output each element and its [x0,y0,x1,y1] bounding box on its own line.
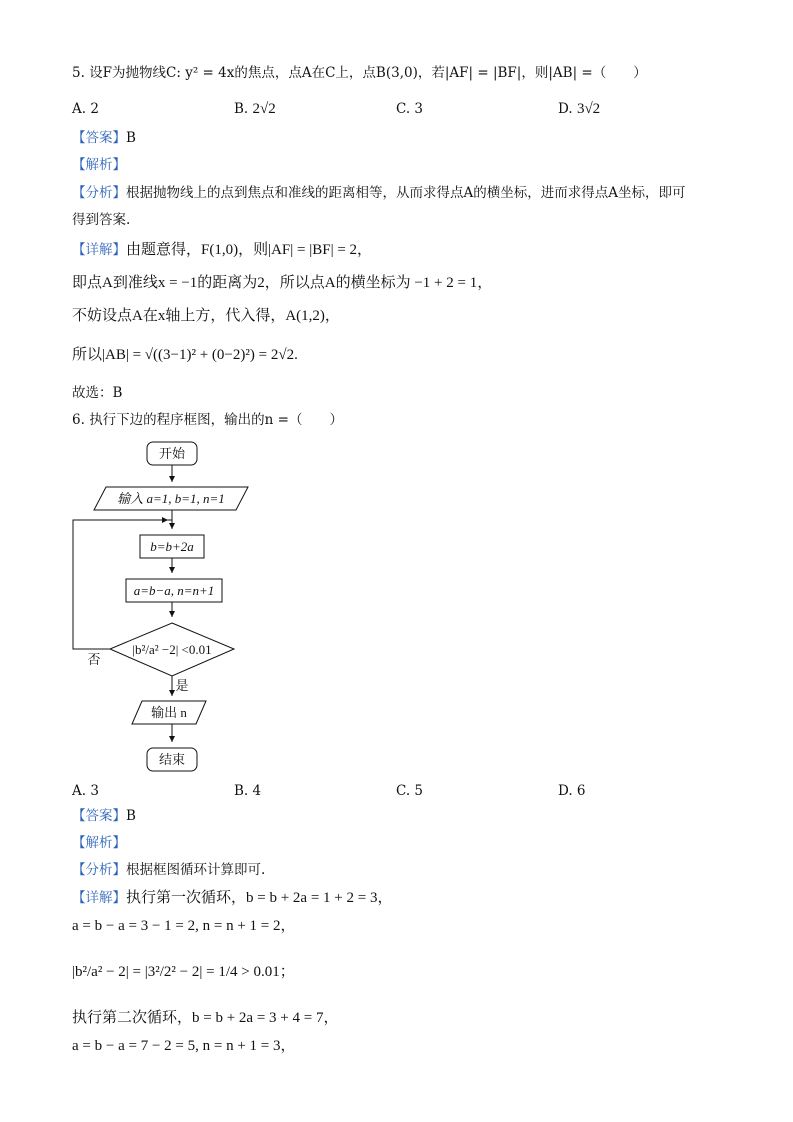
q5-detail-line3: 不妨设点A在x轴上方，代入得，A(1,2)， [72,308,340,324]
q5-option-c: C. 3 [396,101,424,117]
q5-fenxi-tag: 【分析】 [72,185,126,201]
q5-answer-tag: 【答案】 [72,130,126,146]
flowchart-start-label: 开始 [158,446,186,461]
q6-option-c: C. 5 [396,783,424,799]
q6-answer: B [126,808,136,824]
q6-flowchart [60,436,280,776]
q6-detail-line1 [72,888,392,908]
q5-detail-text1: 由题意得，F(1,0)，则|AF| = |BF| = 2， [126,242,373,258]
q6-option-a: A. 3 [72,783,99,799]
q5-option-b-label: B. [234,101,249,117]
q6-detail-line4: 执行第二次循环，b = b + 2a = 3 + 4 = 7， [72,1010,339,1026]
q5-option-b-value: 2√2 [252,101,276,117]
q5-option-a: A. 2 [72,101,99,117]
q6-fenxi-text1: 根据框图循环计算即可. [126,862,266,878]
q6-option-d: D. 6 [558,783,586,799]
flowchart-input-label: 输入 a=1, b=1, n=1 [117,491,225,506]
q5-option-b [234,99,276,119]
q6-fenxi-line1 [72,860,265,880]
q5-stem [72,63,647,83]
flowchart-end-label: 结束 [158,752,186,767]
q6-detail-line5: a = b − a = 7 − 2 = 5, n = n + 1 = 3， [72,1038,296,1054]
q6-detail-line2: a = b − a = 3 − 1 = 2, n = n + 1 = 2， [72,918,296,934]
q6-answer-tag: 【答案】 [72,808,126,824]
q5-conclusion: 故选：B [72,385,123,401]
q6-number: 6. [72,412,85,428]
flowchart-step1-label: b=b+2a [150,539,194,554]
q5-detail-tag: 【详解】 [72,242,126,258]
q5-fenxi-line2: 得到答案. [72,212,131,228]
q5-answer-line [72,128,136,148]
q6-detail-text1: 执行第一次循环，b = b + 2a = 1 + 2 = 3， [126,890,393,906]
flowchart-condition-label: |b²/a² −2| <0.01 [132,642,212,657]
q5-fenxi-line1 [72,183,686,203]
q5-option-d [558,99,600,119]
flowchart-yes-label: 是 [175,678,189,693]
q6-answer-line [72,806,136,826]
q5-option-d-label: D. [558,101,573,117]
q5-detail-line1 [72,240,372,260]
flowchart-no-label: 否 [87,652,101,667]
q5-fenxi-text1: 根据抛物线上的点到焦点和准线的距离相等，从而求得点A的横坐标，进而求得点A坐标，即可 [126,185,686,201]
q5-detail-line4: 所以|AB| = √((3−1)² + (0−2)²) = 2√2. [72,347,298,363]
q6-stem [72,410,343,430]
q6-detail-tag: 【详解】 [72,890,126,906]
flowchart-output-label: 输出 n [151,705,187,720]
q6-fenxi-tag: 【分析】 [72,862,126,878]
q6-detail-line3: |b²/a² − 2| = |3²/2² − 2| = 1/4 > 0.01； [72,964,295,980]
q6-analysis-tag: 【解析】 [72,835,126,851]
q6-option-b: B. 4 [234,783,262,799]
q5-stem-text: 设F为抛物线C: y² = 4x的焦点，点A在C上，点B(3,0)，若|AF| = |BF|，则|AB| =（ ） [89,65,647,81]
q5-option-d-value: 3√2 [576,101,601,117]
q5-answer: B [126,130,136,146]
flowchart-step2-label: a=b−a, n=n+1 [133,583,215,598]
q5-detail-line2: 即点A到准线x = −1的距离为2，所以点A的横坐标为 −1 + 2 = 1， [72,275,493,291]
q5-analysis-tag: 【解析】 [72,157,126,173]
q5-number: 5. [72,65,85,81]
q6-stem-text: 执行下边的程序框图，输出的n =（ ） [89,412,343,428]
